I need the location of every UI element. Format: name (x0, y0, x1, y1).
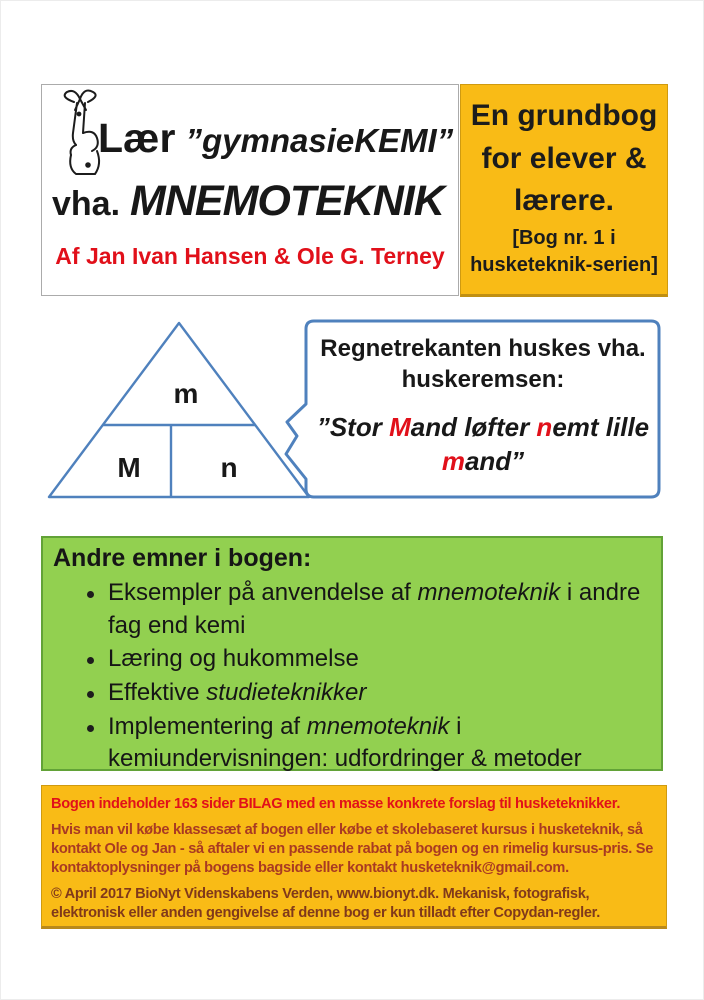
list-item: Læring og hukommelse (81, 643, 647, 676)
other-topics-box (41, 536, 663, 771)
triangle-label-M: M (117, 452, 141, 483)
triangle-label-n: n (220, 452, 238, 483)
list-item: Effektive studieteknikker (81, 677, 647, 710)
calculation-triangle-diagram (41, 317, 317, 503)
footer-copyright: © April 2017 BioNyt Videnskabens Verden, www.bionyt.dk. Mekanisk, fotografisk, elektronisk eller anden gengivelse af denne bog er kun tilladt efter Copydan-regler. (51, 885, 600, 921)
bubble-heading: Regnetrekanten huskes vha. huskeremsen: (320, 335, 646, 394)
footer-purchase-info: Hvis man vil købe klassesæt af bogen eller købe et skolebaseret kursus i husketeknik, så kontakt Ole og Jan - så aftaler vi en passende rabat på bogen og en rimelig kursus-pris. Se kontaktoplysninger på bogens bagside eller kontakt husketeknik@gmail.com. (51, 821, 654, 876)
title-vha: vha. (52, 185, 121, 223)
other-topics-heading: Andre emner i bogen: (53, 544, 312, 572)
book-title-line1 (98, 115, 453, 162)
book-title-line2 (52, 177, 444, 226)
triangle-label-m: m (173, 378, 199, 409)
list-item: Eksempler på anvendelse af mnemoteknik i andre fag end kemi (81, 577, 647, 642)
title-quoted-subject: ”gymnasieKEMI” (185, 122, 454, 159)
title-box (41, 84, 459, 296)
title-prefix: Lær (98, 115, 176, 161)
badge-sub-text: [Bog nr. 1 i husketeknik-serien] (470, 226, 658, 276)
badge-box (460, 84, 668, 297)
footer-info-box (41, 785, 667, 929)
other-topics-list (53, 577, 647, 776)
title-mnemoteknik: MNEMOTEKNIK (130, 177, 444, 225)
footer-appendix-note: Bogen indeholder 163 sider BILAG med en masse konkrete forslag til husketeknikker. (51, 796, 621, 812)
speech-bubble-content (313, 333, 653, 479)
badge-main-text: En grundbog for elever & lærere. (470, 99, 658, 218)
list-item: Implementering af mnemoteknik i kemiundervisningen: udfordringer & metoder (81, 711, 647, 776)
bubble-mnemonic-rhyme: ”Stor Mand løfter nemt lille mand” (316, 412, 650, 477)
author-line: Af Jan Ivan Hansen & Ole G. Terney (55, 243, 445, 269)
